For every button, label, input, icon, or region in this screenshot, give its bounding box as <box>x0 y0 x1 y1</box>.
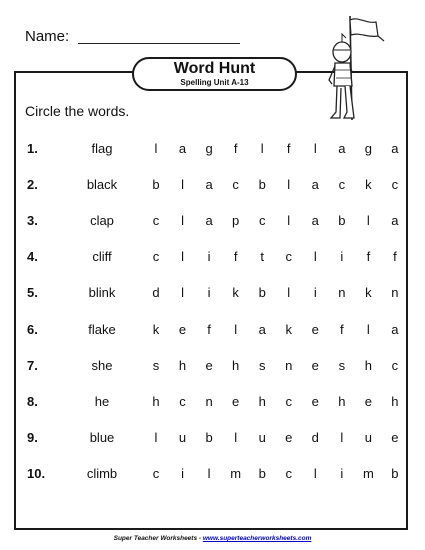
target-word: he <box>94 393 110 409</box>
letter[interactable]: c <box>258 213 266 229</box>
letter[interactable]: f <box>340 321 344 337</box>
letter[interactable]: a <box>311 213 319 229</box>
letter[interactable]: a <box>205 213 213 229</box>
letter[interactable]: g <box>205 141 213 156</box>
letter[interactable]: c <box>152 249 160 265</box>
letter[interactable]: u <box>364 429 372 445</box>
letter[interactable]: h <box>258 393 266 409</box>
letter[interactable]: l <box>366 213 370 229</box>
row-number: 3. <box>27 213 38 229</box>
letter[interactable]: l <box>154 429 158 445</box>
letter[interactable]: f <box>207 321 211 337</box>
word-row <box>0 177 425 197</box>
letter[interactable]: l <box>340 429 344 445</box>
target-word: blue <box>89 429 115 445</box>
letter[interactable]: l <box>313 249 317 265</box>
letter[interactable]: c <box>391 357 399 373</box>
letter[interactable]: l <box>287 285 291 301</box>
title: Word Hunt <box>173 60 256 77</box>
letter[interactable]: e <box>364 393 372 409</box>
row-number: 10. <box>27 465 46 481</box>
letter[interactable]: a <box>391 213 399 229</box>
letter[interactable]: k <box>232 285 239 301</box>
letter[interactable]: c <box>338 177 346 193</box>
letter[interactable]: e <box>285 429 293 445</box>
letter[interactable]: a <box>178 141 187 156</box>
row-number: 5. <box>27 285 38 301</box>
letter[interactable]: d <box>311 429 319 445</box>
letter[interactable]: b <box>205 429 213 445</box>
letter[interactable]: e <box>391 429 399 445</box>
letter[interactable]: n <box>391 285 399 301</box>
word-row <box>0 466 425 486</box>
row-number: 7. <box>27 357 38 373</box>
letter[interactable]: l <box>234 321 238 337</box>
letter[interactable]: e <box>311 357 319 373</box>
letter[interactable]: e <box>232 393 240 409</box>
letter[interactable]: c <box>285 393 292 409</box>
word-row <box>0 358 425 378</box>
letter[interactable]: l <box>260 141 264 156</box>
letter[interactable]: a <box>258 321 266 337</box>
target-word: climb <box>86 465 118 481</box>
letter-sequence <box>148 358 403 373</box>
letter[interactable]: i <box>340 465 344 481</box>
letter[interactable]: s <box>338 357 346 373</box>
target-word: black <box>86 177 118 193</box>
row-number: 2. <box>27 177 38 193</box>
letter[interactable]: l <box>181 249 184 265</box>
letter[interactable]: c <box>285 465 292 481</box>
letter[interactable]: h <box>391 393 399 409</box>
letter[interactable]: e <box>311 321 319 337</box>
letter[interactable]: f <box>233 141 238 156</box>
letter[interactable]: k <box>152 321 160 337</box>
letter-sequence <box>148 213 403 228</box>
footer <box>0 535 425 542</box>
word-row <box>0 394 425 414</box>
row-number: 9. <box>27 429 38 445</box>
footer-separator: - <box>197 535 203 542</box>
name-line[interactable] <box>78 43 240 44</box>
letter[interactable]: l <box>366 321 370 337</box>
row-number: 4. <box>27 249 38 265</box>
letter[interactable]: f <box>286 141 291 156</box>
letter[interactable]: c <box>232 177 239 193</box>
letter[interactable]: i <box>313 285 317 301</box>
letter[interactable]: l <box>287 213 291 229</box>
letter[interactable]: l <box>207 465 211 481</box>
letter[interactable]: l <box>181 285 184 301</box>
letter[interactable]: h <box>364 357 372 373</box>
word-row <box>0 141 425 161</box>
letter-sequence <box>148 285 403 300</box>
letter-sequence <box>148 430 403 445</box>
letter[interactable]: k <box>365 177 372 193</box>
letter[interactable]: e <box>178 321 187 337</box>
letter[interactable]: n <box>205 393 213 409</box>
letter[interactable]: e <box>205 357 213 373</box>
letter[interactable]: g <box>364 141 372 156</box>
letter[interactable]: b <box>338 213 346 229</box>
letter-sequence <box>148 322 403 337</box>
target-word: blink <box>88 285 116 301</box>
letter[interactable]: a <box>205 177 213 193</box>
letter[interactable]: a <box>311 177 319 193</box>
letter[interactable]: l <box>287 177 291 193</box>
letter[interactable]: i <box>340 249 344 265</box>
target-word: cliff <box>92 249 112 265</box>
letter[interactable]: b <box>258 285 266 301</box>
letter[interactable]: b <box>258 465 266 481</box>
letter[interactable]: i <box>207 249 211 265</box>
letter[interactable]: f <box>233 249 238 265</box>
name-label: Name: <box>25 28 70 45</box>
knight-illustration-icon <box>328 8 390 130</box>
letter-sequence <box>148 249 403 264</box>
letter[interactable]: s <box>152 357 160 373</box>
row-number: 8. <box>27 393 38 409</box>
row-number: 1. <box>27 141 38 156</box>
letter[interactable]: n <box>338 285 346 301</box>
target-word: she <box>91 357 113 373</box>
letter[interactable]: h <box>178 357 187 373</box>
letter[interactable]: m <box>362 465 374 481</box>
letter[interactable]: k <box>365 285 372 301</box>
letter-sequence <box>148 394 403 409</box>
letter[interactable]: l <box>234 429 238 445</box>
letter[interactable]: b <box>258 177 266 193</box>
letter[interactable]: a <box>391 141 399 156</box>
letter[interactable]: h <box>152 393 160 409</box>
letter[interactable]: h <box>232 357 240 373</box>
letter[interactable]: c <box>152 465 160 481</box>
word-row <box>0 430 425 450</box>
target-word: flake <box>88 321 116 337</box>
letter[interactable]: l <box>181 213 184 229</box>
letter[interactable]: t <box>260 249 264 265</box>
letter[interactable]: a <box>338 141 346 156</box>
letter[interactable]: u <box>258 429 266 445</box>
letter[interactable]: k <box>285 321 292 337</box>
letter[interactable]: m <box>230 465 242 481</box>
letter[interactable]: d <box>152 285 160 301</box>
letter[interactable]: l <box>154 141 158 156</box>
letter[interactable]: h <box>338 393 346 409</box>
letter[interactable]: b <box>391 465 399 481</box>
letter[interactable]: l <box>181 177 184 193</box>
target-word: flag <box>91 141 113 156</box>
letter[interactable]: c <box>152 213 160 229</box>
title-banner <box>132 57 297 91</box>
letter[interactable]: b <box>152 177 160 193</box>
letter[interactable]: f <box>393 249 397 265</box>
letter[interactable]: i <box>181 465 184 481</box>
letter[interactable]: f <box>366 249 371 265</box>
letter[interactable]: s <box>258 357 266 373</box>
letter[interactable]: a <box>391 321 399 337</box>
letter[interactable]: p <box>232 213 240 229</box>
word-row <box>0 249 425 269</box>
letter[interactable]: c <box>285 249 292 265</box>
letter-sequence <box>148 141 403 156</box>
footer-link[interactable]: www.superteacherworksheets.com <box>202 535 312 542</box>
target-word: clap <box>90 213 114 229</box>
letter[interactable]: c <box>391 177 399 193</box>
word-row <box>0 285 425 305</box>
footer-brand: Super Teacher Worksheets <box>113 535 198 542</box>
subtitle: Spelling Unit A-13 <box>180 78 249 87</box>
letter[interactable]: l <box>313 141 317 156</box>
letter[interactable]: i <box>207 285 211 301</box>
letter-sequence <box>148 177 403 192</box>
letter[interactable]: l <box>313 465 317 481</box>
row-number: 6. <box>27 321 38 337</box>
word-row <box>0 322 425 342</box>
letter-sequence <box>148 466 403 481</box>
letter[interactable]: n <box>285 357 293 373</box>
letter[interactable]: u <box>178 429 187 445</box>
letter[interactable]: e <box>311 393 319 409</box>
instructions: Circle the words. <box>25 103 130 119</box>
letter[interactable]: c <box>179 393 186 409</box>
word-row <box>0 213 425 233</box>
